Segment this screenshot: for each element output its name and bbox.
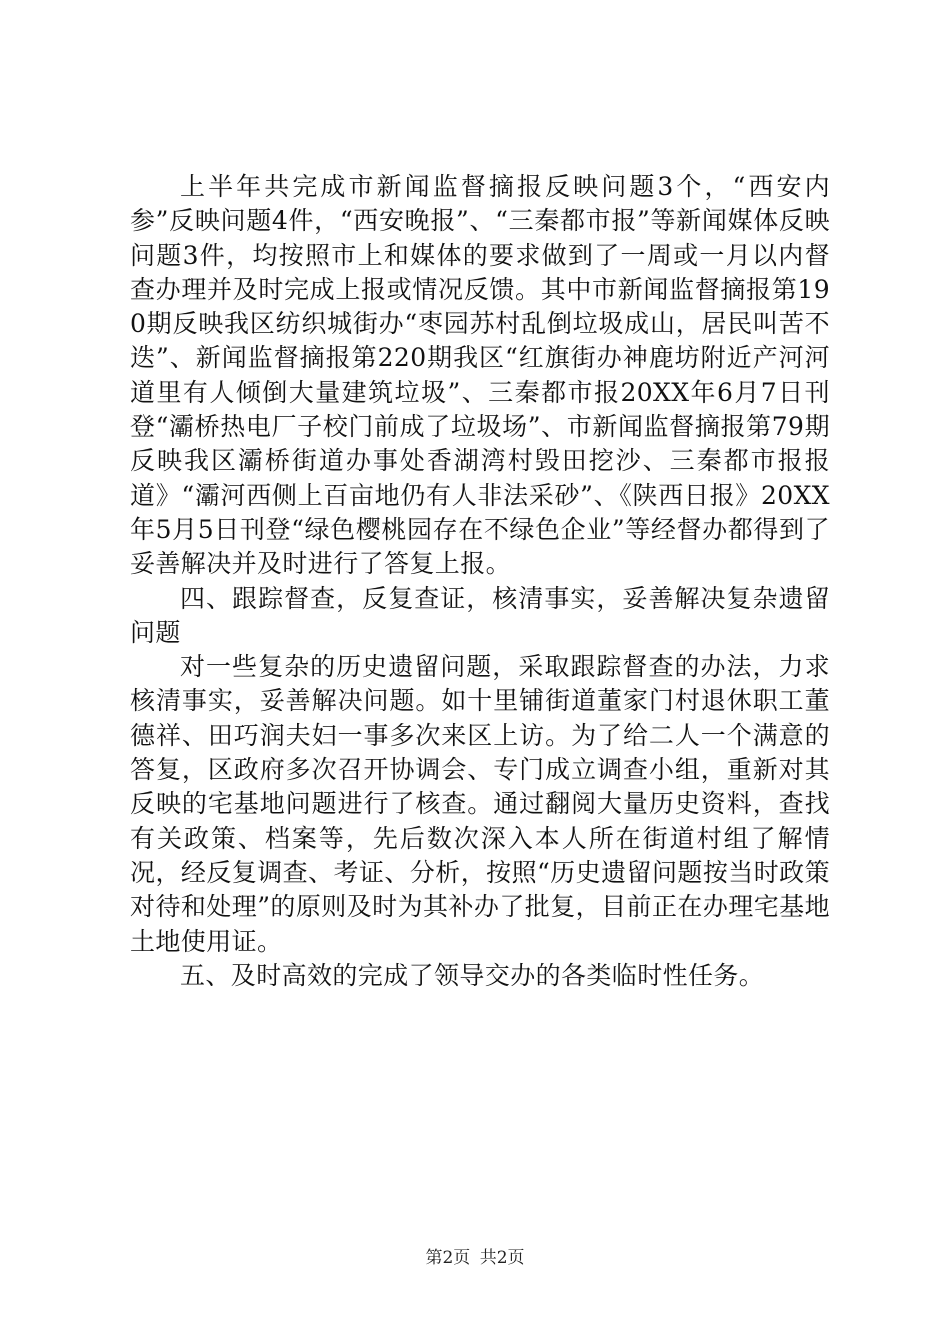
section-heading-five: 五、及时高效的完成了领导交办的各类临时性任务。: [180, 960, 765, 990]
page-footer: [0, 1243, 950, 1268]
paragraph-historical-issues: 对一些复杂的历史遗留问题，采取跟踪督查的办法，力求核清事实，妥善解决问题。如十里铺街道董家门村退休职工董德祥、田巧润夫妇一事多次来区上访。为了给二人一个满意的答复，区政府多次召开协调会、专门成立调查小组，重新对其反映的宅基地问题进行了核查。通过翻阅大量历史资料，查找有关政策、档案等，先后数次深入本人所在街道村组了解情况，经反复调查、考证、分析，按照“历史遗留问题按当时政策对待和处理”的原则及时为其补办了批复，目前正在办理宅基地土地使用证。: [130, 652, 830, 956]
section-heading-four: 四、跟踪督查，反复查证，核清事实，妥善解决复杂遗留问题: [130, 583, 830, 647]
page-number: 第2页: [425, 1248, 471, 1268]
paragraph-news-supervision: 上半年共完成市新闻监督摘报反映问题3个，“西安内参”反映问题4件，“西安晚报”、“三秦都市报”等新闻媒体反映问题3件，均按照市上和媒体的要求做到了一周或一月以内督查办理并及时完成上报或情况反馈。其中市新闻监督摘报第190期反映我区纺织城街办“枣园苏村乱倒垃圾成山，居民叫苦不迭”、新闻监督摘报第220期我区“红旗街办神鹿坊附近产河河道里有人倾倒大量建筑垃圾”、三秦都市报20XX年6月7日刊登“灞桥热电厂子校门前成了垃圾场”、市新闻监督摘报第79期反映我区灞桥街道办事处香湖湾村毁田挖沙、三秦都市报报道》“灞河西侧上百亩地仍有人非法采砂”、《陕西日报》20XX年5月5日刊登“绿色樱桃园存在不绿色企业”等经督办都得到了妥善解决并及时进行了答复上报。: [130, 172, 830, 579]
document-body: [130, 170, 830, 993]
page-total: 共2页: [479, 1248, 525, 1268]
